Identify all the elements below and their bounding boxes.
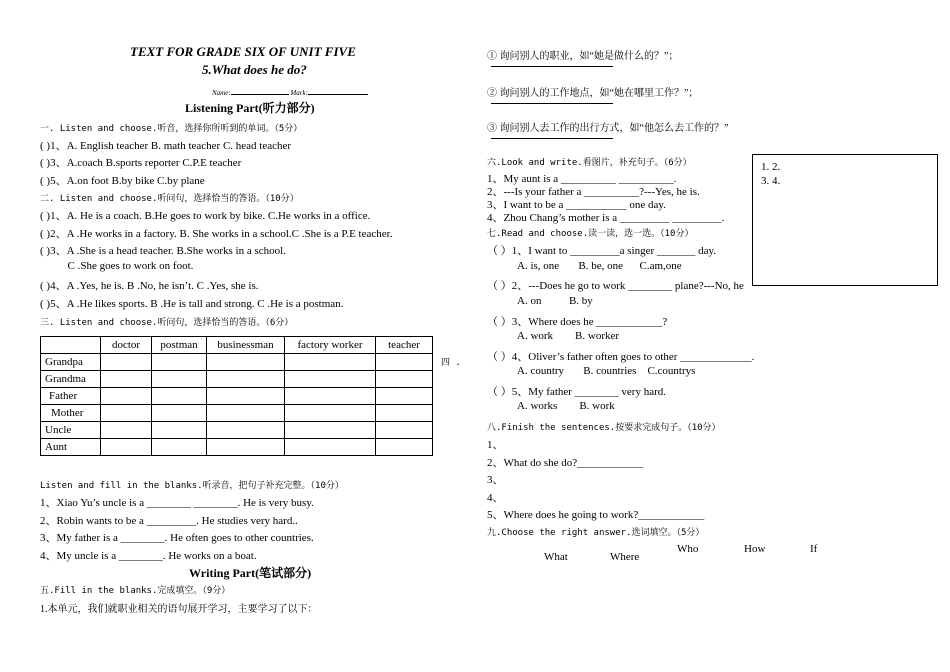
section-2-item: ( )3、A .She is a head teacher. B.She works in a school. [40,245,286,257]
table-cell[interactable] [285,388,376,405]
answer-line[interactable] [491,103,613,104]
section-6-item: 2、---Is your father a __________?---Yes, he is. [487,186,700,198]
name-label: Name: [212,89,231,97]
section-6-item: 3、I want to be a ___________ one day. [487,199,666,211]
word-option: Where [610,551,640,563]
table-row [41,439,433,456]
section-4-marker: 四 . [441,358,461,368]
mark-label: Mark: [290,89,308,97]
section-7-options: A. work B. worker [517,330,620,342]
table-cell[interactable] [207,422,285,439]
section-5-title: 五.Fill in the blanks.完成填空。（9分） [40,586,231,596]
row-label: Grandpa [41,354,101,371]
section-4-item: 3、My father is a ________. He often goes to other countries. [40,532,314,544]
table-header-cell: businessman [207,337,285,354]
table-header-cell: doctor [101,337,152,354]
section-2-item: ( )2、A .He works in a factory. B. She works in a school.C .She is a P.E teacher. [40,228,393,240]
section-7-question: （ ）1、I want to _________a singer _______ day. [487,245,717,257]
row-label: Uncle [41,422,101,439]
section-7-question: （ ）4、Oliver’s father often goes to other _____________. [487,351,755,363]
table-cell[interactable] [376,405,433,422]
row-label: Father [41,388,101,405]
table-row [41,354,433,371]
table-cell[interactable] [376,354,433,371]
table-cell[interactable] [101,439,152,456]
table-cell[interactable] [207,439,285,456]
table-cell[interactable] [101,371,152,388]
section-2-item: C .She goes to work on foot. [40,260,194,272]
word-option: If [810,543,818,555]
section-2-item: ( )5、A .He likes sports. B .He is tall and strong. C .He is a postman. [40,298,344,310]
table-header-cell: postman [152,337,207,354]
table-cell[interactable] [101,354,152,371]
answer-line[interactable] [491,66,613,67]
table-header-cell: teacher [376,337,433,354]
table-cell[interactable] [101,405,152,422]
table-cell[interactable] [152,422,207,439]
table-cell[interactable] [152,371,207,388]
section-4-title: Listen and fill in the blanks.听录音，把句子补充完整。（10分） [40,481,344,491]
picture-box-label: 1. 2. [761,161,781,173]
table-cell[interactable] [152,405,207,422]
section-3-title: 三. Listen and choose.听问句，选择恰当的答语。（6分） [40,318,294,328]
table-cell[interactable] [376,439,433,456]
table-cell[interactable] [285,439,376,456]
writing-heading: Writing Part(笔试部分) [189,566,312,580]
section-2-title: 二. Listen and choose.听问句，选择恰当的答语。（10分） [40,194,299,204]
section-8-item: 1、 [487,439,504,451]
table-cell[interactable] [376,388,433,405]
table-cell[interactable] [101,422,152,439]
section-7-options: A. is, one B. be, one C.am,one [517,260,682,272]
section-9-title: 九.Choose the right answer.选词填空。（5分） [487,528,705,538]
table-row [41,405,433,422]
picture-box-label: 3. 4. [761,175,781,187]
row-label: Aunt [41,439,101,456]
section-7-question: （ ）2、---Does he go to work ________ plane?---No, he [487,280,744,292]
section-5-item: ③ 询问别人去工作的出行方式，如“他怎么去工作的？” [487,123,729,134]
table-row [41,371,433,388]
table-cell[interactable] [376,371,433,388]
page-subtitle: 5.What does he do? [202,62,307,77]
answer-line[interactable] [491,138,613,139]
section-8-title: 八.Finish the sentences.按要求完成句子。（10分） [487,423,721,433]
section-4-item: 1、Xiao Yu’s uncle is a ________ ________. He is very busy. [40,497,314,509]
page-title: TEXT FOR GRADE SIX OF UNIT FIVE [130,44,356,59]
table-header-cell: factory worker [285,337,376,354]
section-1-title: 一. Listen and choose.听音，选择你所听到的单词。（5分） [40,124,303,134]
table-cell[interactable] [207,405,285,422]
section-5-item: ① 询问别人的职业，如“她是做什么的？”； [487,51,679,62]
job-table [40,336,433,456]
section-7-question: （ ）3、Where does he ____________? [487,316,668,328]
name-field [212,84,368,97]
section-7-options: A. works B. work [517,400,615,412]
table-cell[interactable] [152,388,207,405]
section-6-item: 1、My aunt is a __________ __________. [487,173,677,185]
word-option: Who [677,543,699,555]
row-label: Grandma [41,371,101,388]
section-8-item: 2、What do she do?____________ [487,457,644,469]
picture-box [752,154,938,286]
section-2-item: ( )1、A. He is a coach. B.He goes to work by bike. C.He works in a office. [40,210,371,222]
table-cell[interactable] [207,354,285,371]
section-1-item: ( )5、A.on foot B.by bike C.by plane [40,175,205,187]
word-option: How [744,543,766,555]
section-5-item: ② 询问别人的工作地点，如“她在哪里工作？”； [487,88,699,99]
table-header-cell [41,337,101,354]
section-7-options: A. country B. countries C.countrys [517,365,696,377]
row-label: Mother [41,405,101,422]
table-cell[interactable] [285,354,376,371]
section-8-item: 4、 [487,492,504,504]
table-header-row [41,337,433,354]
table-cell[interactable] [152,439,207,456]
table-cell[interactable] [207,371,285,388]
section-1-item: ( )3、A.coach B.sports reporter C.P.E teacher [40,157,242,169]
table-cell[interactable] [376,422,433,439]
section-8-item: 3、 [487,474,504,486]
section-7-title: 七.Read and choose.读一读，选一选。（10分） [487,229,694,239]
section-1-item: ( )1、A. English teacher B. math teacher C. head teacher [40,140,292,152]
section-6-item: 4、Zhou Chang’s mother is a _________ _________. [487,212,725,224]
table-cell[interactable] [152,354,207,371]
section-5-intro: 1.本单元，我们就职业相关的语句展开学习，主要学习了以下： [40,604,318,615]
table-cell[interactable] [285,422,376,439]
table-cell[interactable] [285,405,376,422]
section-2-item: ( )4、A .Yes, he is. B .No, he isn’t. C .Yes, she is. [40,280,259,292]
section-8-item: 5、Where does he going to work?____________ [487,509,705,521]
table-cell[interactable] [101,388,152,405]
section-7-question: （ ）5、My father ________ very hard. [487,386,667,398]
listening-heading: Listening Part(听力部分) [185,101,315,115]
section-7-options: A. on B. by [517,295,593,307]
table-row [41,422,433,439]
word-option: What [544,551,568,563]
section-6-title: 六.Look and write.看图片，补充句子。（6分） [487,158,692,168]
section-4-item: 4、My uncle is a ________. He works on a boat. [40,550,257,562]
table-row [41,388,433,405]
table-cell[interactable] [207,388,285,405]
section-4-item: 2、Robin wants to be a _________. He studies very hard.. [40,515,298,527]
table-cell[interactable] [285,371,376,388]
